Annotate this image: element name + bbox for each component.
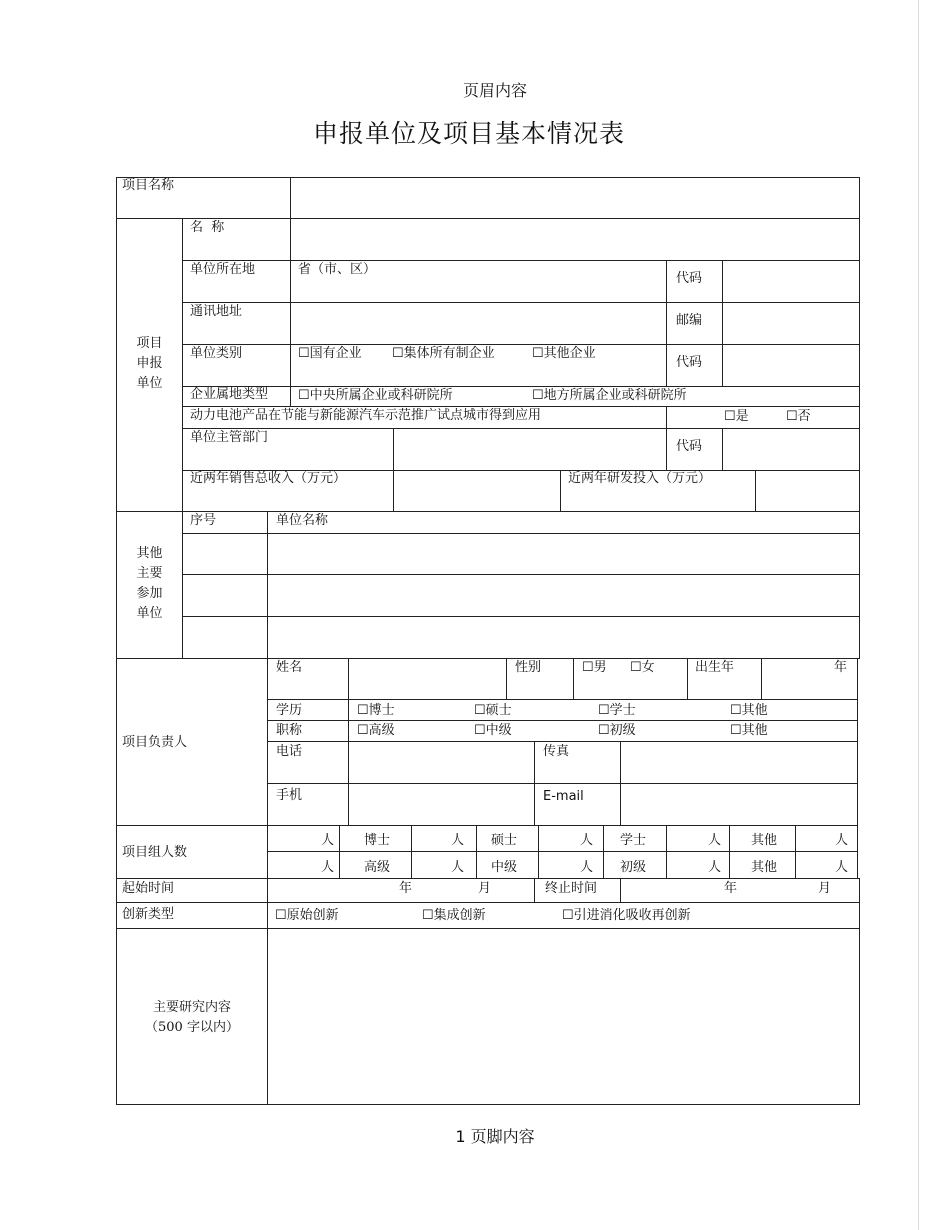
email-label: E-mail [543, 789, 584, 804]
other-degree-count-field[interactable] [795, 825, 858, 852]
male-checkbox[interactable]: ☐男 [582, 660, 607, 675]
phd-count-label: 博士 [364, 833, 391, 848]
participant-name-1[interactable] [267, 533, 860, 575]
integrated-innovation-checkbox[interactable]: ☐集成创新 [422, 908, 486, 923]
applicant-unit-label: 项目 申报 单位 [136, 336, 163, 391]
sales-label: 近两年销售总收入（万元） [190, 471, 347, 486]
other-title-count-field[interactable] [795, 851, 858, 879]
participant-name-2[interactable] [267, 574, 860, 617]
bachelor-count-label: 学士 [620, 833, 647, 848]
other-enterprise-checkbox[interactable]: ☐其他企业 [532, 346, 596, 361]
unit-location-hint: 省（市、区） [298, 262, 377, 277]
phd-count-field[interactable] [411, 825, 477, 852]
master-count-unit: 人 [580, 833, 594, 848]
phone-label: 电话 [276, 744, 303, 759]
page-edge [918, 0, 919, 1230]
category-code-field[interactable] [722, 344, 860, 387]
other-degree-count-unit: 人 [835, 833, 849, 848]
serial-header: 序号 [190, 513, 217, 528]
research-content-field[interactable] [267, 928, 860, 1105]
phd-count-unit: 人 [451, 833, 465, 848]
start-month-unit: 月 [478, 881, 492, 896]
battery-question: 动力电池产品在节能与新能源汽车示范推广试点城市得到应用 [190, 408, 542, 423]
participants-label: 其他 主要 参加 单位 [136, 546, 163, 621]
postcode-field[interactable] [722, 302, 860, 345]
affiliation-label: 企业属地类型 [190, 387, 269, 402]
battery-yes-checkbox[interactable]: ☐是 [724, 409, 749, 424]
mobile-label: 手机 [276, 788, 303, 803]
supervisor-code-label: 代码 [676, 439, 703, 454]
battery-no-checkbox[interactable]: ☐否 [786, 409, 811, 424]
research-limit: （500 字以内） [145, 1020, 239, 1035]
phd-checkbox[interactable]: ☐博士 [357, 703, 395, 718]
local-affiliation-checkbox[interactable]: ☐地方所属企业或科研院所 [532, 388, 687, 403]
leader-label: 项目负责人 [122, 735, 188, 750]
senior-count-unit: 人 [451, 860, 465, 875]
code-label: 代码 [676, 271, 703, 286]
supervisor-label: 单位主管部门 [190, 430, 269, 445]
leader-name-field[interactable] [348, 658, 507, 700]
gender-label: 性别 [515, 660, 542, 675]
other-title-count-unit: 人 [835, 860, 849, 875]
start-time-label: 起始时间 [122, 881, 175, 896]
junior-count-unit: 人 [708, 860, 722, 875]
job-title-label: 职称 [276, 723, 303, 738]
supervisor-code-field[interactable] [722, 428, 860, 471]
phone-field[interactable] [348, 741, 535, 784]
mobile-field[interactable] [348, 783, 535, 826]
page-header: 页眉内容 [462, 81, 527, 100]
junior-title-checkbox[interactable]: ☐初级 [598, 723, 636, 738]
location-code-field[interactable] [722, 260, 860, 303]
battery-answer-cell [666, 406, 860, 429]
birth-year-label: 出生年 [695, 660, 735, 675]
master-count-field[interactable] [538, 825, 604, 852]
project-name-label: 项目名称 [122, 178, 175, 193]
collective-checkbox[interactable]: ☐集体所有制企业 [392, 346, 495, 361]
page-footer: 1 页脚内容 [455, 1127, 535, 1146]
leader-name-label: 姓名 [276, 660, 303, 675]
email-field[interactable] [620, 783, 858, 826]
team-total-unit: 人 [321, 833, 335, 848]
intermediate-title-checkbox[interactable]: ☐中级 [474, 723, 512, 738]
intermediate-count-unit: 人 [580, 860, 594, 875]
research-label: 主要研究内容 [152, 1000, 231, 1015]
female-checkbox[interactable]: ☐女 [630, 660, 655, 675]
team-total-title-unit: 人 [321, 860, 335, 875]
other-education-checkbox[interactable]: ☐其他 [730, 703, 768, 718]
senior-count-field[interactable] [411, 851, 477, 879]
end-year-unit: 年 [724, 881, 738, 896]
fax-label: 传真 [543, 744, 570, 759]
unit-location-label: 单位所在地 [190, 262, 256, 277]
bachelor-count-unit: 人 [708, 833, 722, 848]
other-title-count-label: 其他 [751, 860, 778, 875]
supervisor-field[interactable] [393, 428, 667, 471]
postcode-label: 邮编 [676, 313, 703, 328]
unit-name-field[interactable] [290, 218, 860, 261]
address-field[interactable] [290, 302, 667, 345]
central-affiliation-checkbox[interactable]: ☐中央所属企业或科研院所 [298, 388, 453, 403]
start-year-unit: 年 [399, 881, 413, 896]
birth-year-unit: 年 [834, 660, 848, 675]
master-checkbox[interactable]: ☐硕士 [474, 703, 512, 718]
address-label: 通讯地址 [190, 304, 243, 319]
bachelor-checkbox[interactable]: ☐学士 [598, 703, 636, 718]
junior-count-label: 初级 [620, 860, 647, 875]
senior-count-label: 高级 [364, 860, 391, 875]
end-time-label: 终止时间 [545, 881, 598, 896]
team-size-label: 项目组人数 [122, 845, 188, 860]
intermediate-count-field[interactable] [538, 851, 604, 879]
senior-title-checkbox[interactable]: ☐高级 [357, 723, 395, 738]
sales-field[interactable] [393, 470, 561, 512]
master-count-label: 硕士 [491, 833, 518, 848]
project-name-field[interactable] [290, 177, 860, 219]
unit-name-header: 单位名称 [276, 513, 329, 528]
rnd-label: 近两年研发投入（万元） [568, 471, 712, 486]
state-owned-checkbox[interactable]: ☐国有企业 [298, 346, 362, 361]
participant-serial-2[interactable] [182, 574, 268, 617]
other-title-checkbox[interactable]: ☐其他 [730, 723, 768, 738]
participant-serial-3[interactable] [182, 616, 268, 659]
education-label: 学历 [276, 703, 303, 718]
other-degree-count-label: 其他 [751, 833, 778, 848]
form-title: 申报单位及项目基本情况表 [312, 119, 625, 148]
fax-field[interactable] [620, 741, 858, 784]
innovation-label: 创新类型 [122, 907, 175, 922]
original-innovation-checkbox[interactable]: ☐原始创新 [275, 908, 339, 923]
participant-name-3[interactable] [267, 616, 860, 659]
unit-name-label: 名 称 [190, 220, 225, 235]
intermediate-count-label: 中级 [491, 860, 518, 875]
participant-serial-1[interactable] [182, 533, 268, 575]
category-code-label: 代码 [676, 355, 703, 370]
end-month-unit: 月 [818, 881, 832, 896]
reinnovation-checkbox[interactable]: ☐引进消化吸收再创新 [562, 908, 691, 923]
unit-category-label: 单位类别 [190, 346, 243, 361]
rnd-field[interactable] [755, 470, 860, 512]
unit-name-header-cell [267, 511, 860, 534]
